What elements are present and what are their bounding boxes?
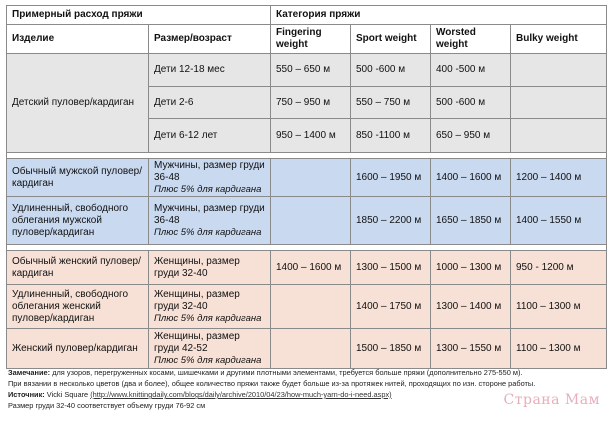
yarn-table	[6, 5, 607, 369]
men-size-1: Мужчины, размер груди 36-48 Плюс 5% для кардигана	[149, 159, 271, 197]
women-fingering-1: 1400 – 1600 м	[271, 251, 351, 285]
kids-worsted-3: 650 – 950 м	[431, 119, 511, 153]
women-worsted-1: 1000 – 1300 м	[431, 251, 511, 285]
women-size-1: Женщины, размер груди 32-40	[149, 251, 271, 285]
men-fingering-2	[271, 197, 351, 245]
women-size-2: Женщины, размер груди 32-40 Плюс 5% для кардигана	[149, 285, 271, 329]
women-item-1: Обычный женский пуловер/кардиган	[7, 251, 149, 285]
women-size-3: Женщины, размер груди 42-52 Плюс 5% для кардигана	[149, 329, 271, 369]
col-sport: Sport weight	[351, 25, 431, 54]
header-row-columns	[7, 25, 607, 54]
kids-bulky-2	[511, 87, 607, 119]
note-remark: Замечание: для узоров, перегруженных косами, шишечками и другими плотными элементами, требуется больше пряжи (дополнительно 275-550 м).	[8, 368, 523, 377]
women-note-2: Плюс 5% для кардигана	[154, 312, 262, 324]
table-row	[7, 285, 607, 329]
kids-size-1: Дети 12-18 мес	[149, 54, 271, 87]
col-item: Изделие	[7, 25, 149, 54]
men-sport-1: 1600 – 1950 м	[351, 159, 431, 197]
source-link[interactable]: (http://www.knittingdaily.com/blogs/daily/archive/2010/04/23/how-much-yarn-do-i-need.aspx)	[90, 390, 392, 399]
men-fingering-1	[271, 159, 351, 197]
kids-sport-1: 500 -600 м	[351, 54, 431, 87]
women-bulky-2: 1100 – 1300 м	[511, 285, 607, 329]
watermark-logo: Страна Мам	[503, 392, 600, 408]
men-worsted-1: 1400 – 1600 м	[431, 159, 511, 197]
men-note-2: Плюс 5% для кардигана	[154, 226, 262, 238]
header-row-top	[7, 6, 607, 25]
kids-size-2: Дети 2-6	[149, 87, 271, 119]
note-colors: При вязании в несколько цветов (два и более), общее количество пряжи также будет больше из-за протяжек нитей, проходящих по изн. стороне работы.	[8, 379, 536, 388]
table-row	[7, 197, 607, 245]
header-left-title: Примерный расход пряжи	[7, 6, 271, 25]
women-fingering-2	[271, 285, 351, 329]
men-sport-2: 1850 – 2200 м	[351, 197, 431, 245]
women-sport-3: 1500 – 1850 м	[351, 329, 431, 369]
kids-bulky-3	[511, 119, 607, 153]
kids-fingering-3: 950 – 1400 м	[271, 119, 351, 153]
note-chest-size: Размер груди 32-40 соответствует объему груди 76-92 см	[8, 401, 206, 410]
note-source: Источник: Vicki Square (http://www.knittingdaily.com/blogs/daily/archive/2010/04/23/how-much-yarn-do-i-need.aspx)	[8, 390, 392, 399]
men-item-2: Удлиненный, свободного облегания мужской пуловер/кардиган	[7, 197, 149, 245]
women-bulky-3: 1100 – 1300 м	[511, 329, 607, 369]
col-worsted: Worsted weight	[431, 25, 511, 54]
table-row	[7, 159, 607, 197]
women-fingering-3	[271, 329, 351, 369]
col-bulky: Bulky weight	[511, 25, 607, 54]
kids-fingering-2: 750 – 950 м	[271, 87, 351, 119]
women-worsted-3: 1300 – 1550 м	[431, 329, 511, 369]
women-bulky-1: 950 - 1200 м	[511, 251, 607, 285]
kids-sport-2: 550 – 750 м	[351, 87, 431, 119]
women-note-3: Плюс 5% для кардигана	[154, 354, 262, 366]
kids-sport-3: 850 -1100 м	[351, 119, 431, 153]
women-item-2: Удлиненный, свободного облегания женский пуловер/кардиган	[7, 285, 149, 329]
kids-worsted-2: 500 -600 м	[431, 87, 511, 119]
women-item-3: Женский пуловер/кардиган	[7, 329, 149, 369]
men-item-1: Обычный мужской пуловер/кардиган	[7, 159, 149, 197]
women-worsted-2: 1300 – 1400 м	[431, 285, 511, 329]
table-row	[7, 54, 607, 87]
women-sport-1: 1300 – 1500 м	[351, 251, 431, 285]
men-note-1: Плюс 5% для кардигана	[154, 183, 262, 195]
header-right-title: Категория пряжи	[271, 6, 607, 25]
kids-bulky-1	[511, 54, 607, 87]
kids-item: Детский пуловер/кардиган	[7, 54, 149, 153]
kids-worsted-1: 400 -500 м	[431, 54, 511, 87]
men-bulky-1: 1200 – 1400 м	[511, 159, 607, 197]
kids-size-3: Дети 6-12 лет	[149, 119, 271, 153]
col-size: Размер/возраст	[149, 25, 271, 54]
men-bulky-2: 1400 – 1550 м	[511, 197, 607, 245]
women-sport-2: 1400 – 1750 м	[351, 285, 431, 329]
col-fingering: Fingering weight	[271, 25, 351, 54]
table-row	[7, 329, 607, 369]
table-row	[7, 251, 607, 285]
men-worsted-2: 1650 – 1850 м	[431, 197, 511, 245]
kids-fingering-1: 550 – 650 м	[271, 54, 351, 87]
men-size-2: Мужчины, размер груди 36-48 Плюс 5% для кардигана	[149, 197, 271, 245]
